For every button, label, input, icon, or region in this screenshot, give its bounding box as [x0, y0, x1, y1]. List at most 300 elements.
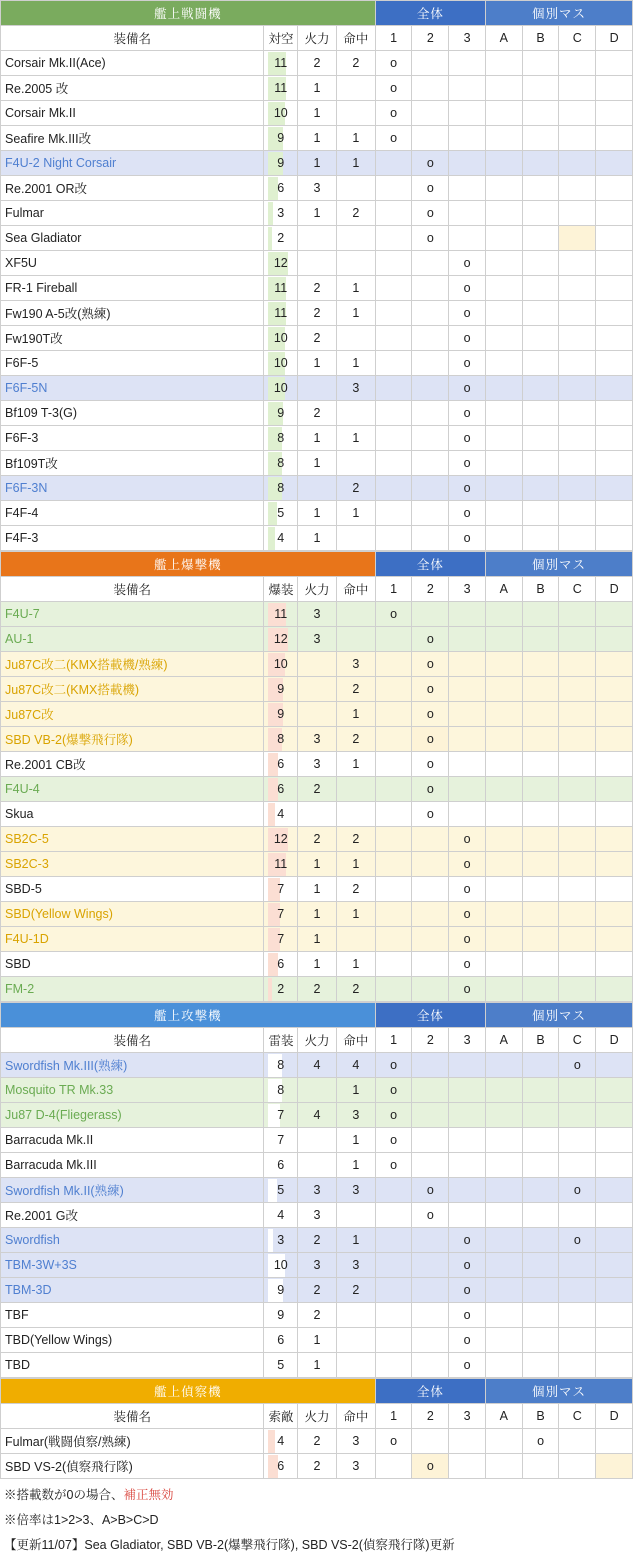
mark-cell-3: o — [449, 351, 486, 376]
mark-cell-1 — [375, 201, 412, 226]
mark-cell-1 — [375, 827, 412, 852]
stat-gauge — [268, 703, 293, 726]
mark-cell-2: o — [412, 802, 449, 827]
mark-cell-D — [596, 1253, 633, 1278]
stat-gauge — [268, 803, 293, 826]
accuracy-value: 3 — [336, 1454, 375, 1479]
mark-cell-B — [522, 201, 559, 226]
mark-cell-A — [485, 1203, 522, 1228]
firepower-value — [298, 702, 337, 727]
group-header-overall-bomber: 全体 — [375, 552, 485, 577]
column-header-recon-10: D — [596, 1404, 633, 1429]
mark-cell-C — [559, 652, 596, 677]
column-header-attack-4: 1 — [375, 1028, 412, 1053]
mark-cell-D — [596, 351, 633, 376]
mark-cell-2 — [412, 1053, 449, 1078]
stat-gauge — [268, 1229, 293, 1252]
mark-cell-3 — [449, 1429, 486, 1454]
column-header-recon-8: B — [522, 1404, 559, 1429]
stat-value — [264, 1203, 298, 1228]
stat-number: 8 — [277, 1057, 285, 1072]
mark-cell-1 — [375, 727, 412, 752]
firepower-value: 1 — [298, 902, 337, 927]
mark-cell-2 — [412, 1153, 449, 1178]
table-row — [1, 1128, 633, 1153]
mark-cell-2: o — [412, 677, 449, 702]
firepower-value: 4 — [298, 1103, 337, 1128]
mark-cell-A — [485, 426, 522, 451]
table-row — [1, 702, 633, 727]
mark-cell-A — [485, 351, 522, 376]
firepower-value: 2 — [298, 326, 337, 351]
mark-cell-B — [522, 1128, 559, 1153]
mark-cell-B — [522, 777, 559, 802]
stat-value — [264, 426, 298, 451]
mark-cell-D — [596, 176, 633, 201]
stat-number: 6 — [277, 1458, 285, 1473]
accuracy-value — [336, 76, 375, 101]
group-header-individual-attack: 個別マス — [485, 1003, 632, 1028]
equipment-name: Swordfish Mk.II(熟練) — [1, 1178, 264, 1203]
stat-number: 10 — [273, 330, 288, 345]
mark-cell-D — [596, 1454, 633, 1479]
stat-gauge — [268, 1104, 293, 1127]
mark-cell-D — [596, 627, 633, 652]
mark-cell-B — [522, 451, 559, 476]
mark-cell-D — [596, 727, 633, 752]
stat-gauge — [268, 527, 293, 550]
mark-cell-C — [559, 451, 596, 476]
table-row — [1, 451, 633, 476]
mark-cell-A — [485, 1328, 522, 1353]
table-row — [1, 76, 633, 101]
firepower-value: 1 — [298, 126, 337, 151]
firepower-value: 1 — [298, 877, 337, 902]
note-1-highlight: 補正無効 — [123, 1488, 174, 1502]
equipment-name: AU-1 — [1, 627, 264, 652]
mark-cell-B — [522, 1053, 559, 1078]
mark-cell-B: o — [522, 1429, 559, 1454]
mark-cell-B — [522, 677, 559, 702]
accuracy-value — [336, 326, 375, 351]
stat-gauge-fill — [268, 1354, 276, 1377]
mark-cell-3: o — [449, 827, 486, 852]
mark-cell-1: o — [375, 1078, 412, 1103]
stat-gauge-fill — [268, 502, 276, 525]
mark-cell-1 — [375, 401, 412, 426]
column-header-recon-6: 3 — [449, 1404, 486, 1429]
column-header-bomber-0: 装備名 — [1, 577, 264, 602]
group-header-overall-recon: 全体 — [375, 1379, 485, 1404]
stat-gauge — [268, 978, 293, 1001]
firepower-value: 1 — [298, 351, 337, 376]
group-header-individual-bomber: 個別マス — [485, 552, 632, 577]
mark-cell-C — [559, 426, 596, 451]
firepower-value — [298, 476, 337, 501]
stat-value — [264, 1278, 298, 1303]
mark-cell-B — [522, 501, 559, 526]
stat-number: 6 — [277, 756, 285, 771]
mark-cell-D — [596, 1053, 633, 1078]
stat-value — [264, 351, 298, 376]
mark-cell-A — [485, 101, 522, 126]
equipment-name: Ju87C改二(KMX搭載機) — [1, 677, 264, 702]
stat-number: 12 — [273, 631, 288, 646]
mark-cell-A — [485, 226, 522, 251]
mark-cell-D — [596, 602, 633, 627]
mark-cell-A — [485, 451, 522, 476]
accuracy-value: 2 — [336, 476, 375, 501]
stat-value — [264, 376, 298, 401]
mark-cell-2 — [412, 51, 449, 76]
mark-cell-A — [485, 401, 522, 426]
firepower-value: 2 — [298, 401, 337, 426]
mark-cell-D — [596, 401, 633, 426]
stat-value — [264, 1053, 298, 1078]
stat-value — [264, 602, 298, 627]
accuracy-value: 1 — [336, 852, 375, 877]
stat-value — [264, 952, 298, 977]
column-header-recon-3: 命中 — [336, 1404, 375, 1429]
stat-gauge-fill — [268, 202, 273, 225]
mark-cell-3 — [449, 752, 486, 777]
stat-number: 10 — [273, 656, 288, 671]
mark-cell-1 — [375, 526, 412, 551]
mark-cell-2 — [412, 1303, 449, 1328]
stat-gauge — [268, 1079, 293, 1102]
mark-cell-3: o — [449, 301, 486, 326]
equipment-name: SBD-5 — [1, 877, 264, 902]
column-header-attack-2: 火力 — [298, 1028, 337, 1053]
table-row — [1, 1103, 633, 1128]
stat-value — [264, 226, 298, 251]
equipment-name: TBF — [1, 1303, 264, 1328]
mark-cell-2 — [412, 877, 449, 902]
mark-cell-A — [485, 376, 522, 401]
mark-cell-3: o — [449, 376, 486, 401]
mark-cell-2 — [412, 1128, 449, 1153]
table-row — [1, 1228, 633, 1253]
stat-value — [264, 501, 298, 526]
mark-cell-A — [485, 1128, 522, 1153]
mark-cell-B — [522, 1178, 559, 1203]
mark-cell-D — [596, 827, 633, 852]
firepower-value — [298, 1153, 337, 1178]
equipment-name: F4F-4 — [1, 501, 264, 526]
firepower-value — [298, 1078, 337, 1103]
mark-cell-2 — [412, 1353, 449, 1378]
stat-value — [264, 827, 298, 852]
mark-cell-3: o — [449, 401, 486, 426]
mark-cell-3 — [449, 1078, 486, 1103]
column-header-row-recon — [1, 1404, 633, 1429]
mark-cell-D — [596, 677, 633, 702]
stat-value — [264, 1128, 298, 1153]
table-row — [1, 501, 633, 526]
mark-cell-A — [485, 526, 522, 551]
mark-cell-C — [559, 376, 596, 401]
accuracy-value: 1 — [336, 1153, 375, 1178]
firepower-value: 1 — [298, 1353, 337, 1378]
accuracy-value: 2 — [336, 677, 375, 702]
stat-gauge-fill — [268, 527, 274, 550]
section-table-fighter — [0, 0, 633, 551]
table-row — [1, 1053, 633, 1078]
mark-cell-C — [559, 101, 596, 126]
mark-cell-1 — [375, 927, 412, 952]
section-title-fighter: 艦上戦闘機 — [1, 1, 376, 26]
mark-cell-3 — [449, 1454, 486, 1479]
mark-cell-A — [485, 1178, 522, 1203]
mark-cell-D — [596, 426, 633, 451]
mark-cell-A — [485, 151, 522, 176]
mark-cell-1 — [375, 652, 412, 677]
column-header-fighter-9: C — [559, 26, 596, 51]
mark-cell-D — [596, 1353, 633, 1378]
stat-gauge — [268, 1329, 293, 1352]
firepower-value: 2 — [298, 977, 337, 1002]
table-row — [1, 777, 633, 802]
stat-gauge — [268, 402, 293, 425]
accuracy-value — [336, 627, 375, 652]
stat-gauge — [268, 628, 293, 651]
column-header-bomber-1: 爆装 — [264, 577, 298, 602]
mark-cell-A — [485, 326, 522, 351]
group-header-overall-fighter: 全体 — [375, 1, 485, 26]
mark-cell-A — [485, 1103, 522, 1128]
mark-cell-C — [559, 526, 596, 551]
mark-cell-A — [485, 476, 522, 501]
stat-gauge — [268, 1304, 293, 1327]
equipment-name: F4U-2 Night Corsair — [1, 151, 264, 176]
accuracy-value: 2 — [336, 877, 375, 902]
column-header-bomber-6: 3 — [449, 577, 486, 602]
stat-gauge — [268, 252, 293, 275]
accuracy-value — [336, 602, 375, 627]
mark-cell-1 — [375, 752, 412, 777]
table-row — [1, 827, 633, 852]
stat-gauge — [268, 678, 293, 701]
firepower-value: 4 — [298, 1053, 337, 1078]
table-row — [1, 902, 633, 927]
mark-cell-1 — [375, 276, 412, 301]
stat-value — [264, 702, 298, 727]
table-row — [1, 977, 633, 1002]
column-header-fighter-4: 1 — [375, 26, 412, 51]
mark-cell-1 — [375, 1253, 412, 1278]
stat-value — [264, 977, 298, 1002]
mark-cell-1: o — [375, 1128, 412, 1153]
mark-cell-3: o — [449, 852, 486, 877]
mark-cell-D — [596, 702, 633, 727]
firepower-value: 1 — [298, 201, 337, 226]
mark-cell-2 — [412, 927, 449, 952]
mark-cell-3: o — [449, 451, 486, 476]
stat-number: 3 — [277, 1232, 285, 1247]
accuracy-value: 1 — [336, 702, 375, 727]
firepower-value: 1 — [298, 76, 337, 101]
mark-cell-2 — [412, 1228, 449, 1253]
firepower-value: 3 — [298, 1253, 337, 1278]
equipment-name: Barracuda Mk.III — [1, 1153, 264, 1178]
mark-cell-1 — [375, 476, 412, 501]
mark-cell-1 — [375, 1278, 412, 1303]
mark-cell-D — [596, 1203, 633, 1228]
column-header-attack-7: A — [485, 1028, 522, 1053]
table-row — [1, 927, 633, 952]
stat-number: 7 — [277, 1107, 285, 1122]
equipment-name: F4U-4 — [1, 777, 264, 802]
table-row — [1, 1278, 633, 1303]
mark-cell-1: o — [375, 76, 412, 101]
accuracy-value: 3 — [336, 376, 375, 401]
mark-cell-3 — [449, 702, 486, 727]
table-row — [1, 1429, 633, 1454]
stat-value — [264, 877, 298, 902]
mark-cell-2 — [412, 126, 449, 151]
mark-cell-D — [596, 1153, 633, 1178]
stat-value — [264, 1078, 298, 1103]
mark-cell-A — [485, 927, 522, 952]
group-header-overall-attack: 全体 — [375, 1003, 485, 1028]
mark-cell-1 — [375, 952, 412, 977]
mark-cell-2 — [412, 1328, 449, 1353]
accuracy-value: 1 — [336, 151, 375, 176]
table-row — [1, 276, 633, 301]
equipment-name: Fw190 A-5改(熟練) — [1, 301, 264, 326]
mark-cell-A — [485, 827, 522, 852]
mark-cell-B — [522, 877, 559, 902]
mark-cell-B — [522, 1253, 559, 1278]
stat-value — [264, 777, 298, 802]
column-header-row-bomber — [1, 577, 633, 602]
mark-cell-1 — [375, 802, 412, 827]
stat-value — [264, 151, 298, 176]
accuracy-value: 1 — [336, 1128, 375, 1153]
accuracy-value — [336, 777, 375, 802]
stat-value — [264, 276, 298, 301]
mark-cell-A — [485, 627, 522, 652]
mark-cell-C — [559, 1278, 596, 1303]
mark-cell-3 — [449, 652, 486, 677]
firepower-value — [298, 226, 337, 251]
mark-cell-1 — [375, 301, 412, 326]
mark-cell-3 — [449, 1203, 486, 1228]
mark-cell-A — [485, 752, 522, 777]
firepower-value: 3 — [298, 602, 337, 627]
mark-cell-C — [559, 1078, 596, 1103]
column-header-fighter-10: D — [596, 26, 633, 51]
mark-cell-3: o — [449, 1328, 486, 1353]
mark-cell-B — [522, 526, 559, 551]
table-row — [1, 401, 633, 426]
column-header-attack-6: 3 — [449, 1028, 486, 1053]
accuracy-value — [336, 927, 375, 952]
mark-cell-1 — [375, 1454, 412, 1479]
stat-value — [264, 802, 298, 827]
mark-cell-C — [559, 51, 596, 76]
firepower-value: 2 — [298, 276, 337, 301]
equipment-name: FM-2 — [1, 977, 264, 1002]
mark-cell-1 — [375, 226, 412, 251]
stat-gauge-fill — [268, 227, 271, 250]
stat-value — [264, 76, 298, 101]
stat-number: 9 — [277, 155, 285, 170]
equipment-name: SBD VB-2(爆撃飛行隊) — [1, 727, 264, 752]
mark-cell-C — [559, 802, 596, 827]
mark-cell-1 — [375, 1303, 412, 1328]
mark-cell-2: o — [412, 1454, 449, 1479]
mark-cell-2: o — [412, 176, 449, 201]
stat-number: 11 — [274, 55, 288, 70]
mark-cell-A — [485, 977, 522, 1002]
mark-cell-C — [559, 401, 596, 426]
note-1-prefix: ※搭載数が0の場合、 — [4, 1488, 124, 1502]
stat-gauge-fill — [268, 1179, 276, 1202]
firepower-value: 3 — [298, 1203, 337, 1228]
mark-cell-B — [522, 126, 559, 151]
mark-cell-C — [559, 351, 596, 376]
accuracy-value: 2 — [336, 827, 375, 852]
mark-cell-B — [522, 1328, 559, 1353]
equipment-name: Re.2005 改 — [1, 76, 264, 101]
table-row — [1, 476, 633, 501]
stat-number: 11 — [274, 606, 288, 621]
firepower-value: 2 — [298, 1429, 337, 1454]
mark-cell-C: o — [559, 1178, 596, 1203]
mark-cell-A — [485, 952, 522, 977]
stat-gauge — [268, 152, 293, 175]
accuracy-value: 1 — [336, 1078, 375, 1103]
mark-cell-C — [559, 1103, 596, 1128]
mark-cell-3 — [449, 1178, 486, 1203]
mark-cell-C — [559, 1353, 596, 1378]
mark-cell-C — [559, 977, 596, 1002]
mark-cell-3: o — [449, 1253, 486, 1278]
mark-cell-B — [522, 426, 559, 451]
stat-value — [264, 176, 298, 201]
mark-cell-1 — [375, 426, 412, 451]
table-row — [1, 1328, 633, 1353]
mark-cell-2 — [412, 952, 449, 977]
mark-cell-1: o — [375, 1053, 412, 1078]
mark-cell-3 — [449, 627, 486, 652]
equipment-name: Skua — [1, 802, 264, 827]
mark-cell-A — [485, 201, 522, 226]
stat-value — [264, 201, 298, 226]
stat-gauge — [268, 477, 293, 500]
equipment-name: Re.2001 G改 — [1, 1203, 264, 1228]
stat-value — [264, 1303, 298, 1328]
firepower-value: 1 — [298, 1328, 337, 1353]
mark-cell-2 — [412, 526, 449, 551]
accuracy-value — [336, 1203, 375, 1228]
mark-cell-3: o — [449, 1303, 486, 1328]
stat-number: 9 — [277, 130, 285, 145]
accuracy-value — [336, 526, 375, 551]
mark-cell-B — [522, 176, 559, 201]
stat-number: 11 — [274, 856, 288, 871]
equipment-name: Corsair Mk.II — [1, 101, 264, 126]
firepower-value: 2 — [298, 1454, 337, 1479]
table-row — [1, 852, 633, 877]
mark-cell-C — [559, 677, 596, 702]
mark-cell-3 — [449, 1153, 486, 1178]
mark-cell-3: o — [449, 1353, 486, 1378]
stat-gauge — [268, 77, 293, 100]
mark-cell-B — [522, 251, 559, 276]
column-header-bomber-4: 1 — [375, 577, 412, 602]
